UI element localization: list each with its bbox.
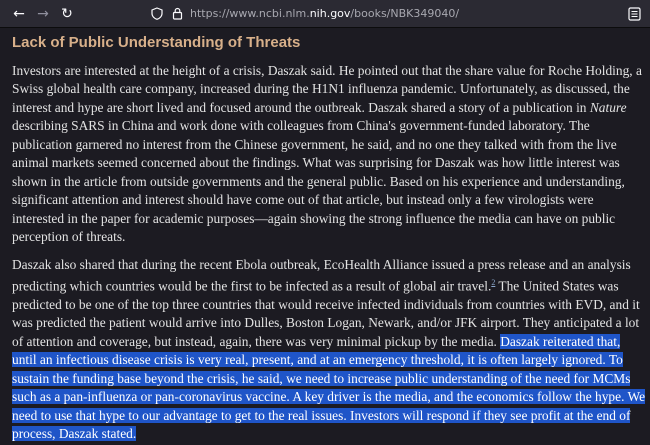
url-path: /books/NBK349040/ bbox=[350, 7, 460, 20]
reload-icon[interactable]: ↻ bbox=[61, 5, 73, 22]
paragraph-2 bbox=[12, 256, 646, 444]
journal-name: Nature bbox=[589, 99, 627, 115]
paragraph-1-text-a: Investors are interested at the height of a crisis, Daszak said. He pointed out that the share value for Roche Holding, a Swiss global health care company, increased during the H1N1 influenza pandemic. Unfortunately, as discussed, the interest and hype are short lived and focused around the outbreak. Daszak shared a story of a publication in bbox=[12, 62, 642, 115]
paragraph-1-text-b: describing SARS in China and work done with colleagues from China's government-funded laboratory. The publication garnered no interest from the Chinese government, he said, and no one they talked with from the live animal markets seemed concerned about the findings. What was surprising for Daszak was how little interest was shown in the article from outside governments and the general public. Based on his experience and understanding, significant attention and interest should have come out of that article, but instead only a few virologists were interested in the paper for academic purposes—again showing the strong influence the media can have on public perception of threats. bbox=[12, 118, 625, 244]
paragraph-1 bbox=[12, 62, 646, 247]
url-text bbox=[190, 7, 459, 20]
paragraph-2-text-b: The United States was predicted to be one of the top three countries that would receive infected individuals from countries with EVD, and it was predicted the patient would arrive into Dulles, Boston Logan, Newark, and/or JFK airport. They anticipated a lot of attention and coverage, but instead, again, there was very minimal pickup by the media. bbox=[12, 278, 640, 349]
section-heading: Lack of Public Understanding of Threats bbox=[12, 34, 301, 51]
shield-icon[interactable] bbox=[150, 7, 164, 21]
browser-toolbar bbox=[0, 0, 650, 28]
reference-link[interactable]: 2 bbox=[491, 278, 496, 287]
article-content bbox=[0, 28, 650, 444]
selected-text[interactable]: Daszak reiterated that, until an infectious disease crisis is very real, present, and at an emergency threshold, it is often largely ignored. To sustain the funding base beyond the crisis, he said, we need to increase public understanding of the need for MCMs such as a pan-influenza or pan-coronavirus vaccine. A key driver is the media, and the economics follow the hype. We need to use that hype to our advantage to get to the real issues. Investors will respond if they see profit at the end of process, Daszak stated. bbox=[12, 333, 646, 442]
address-bar[interactable] bbox=[150, 3, 618, 25]
lock-icon[interactable] bbox=[170, 7, 184, 21]
url-domain: nih.gov bbox=[309, 7, 351, 20]
url-prefix: https://www.ncbi.nlm. bbox=[190, 7, 310, 20]
reader-view-icon[interactable] bbox=[626, 6, 642, 22]
forward-arrow-icon[interactable]: → bbox=[37, 5, 49, 22]
paragraph-2-text-a: Daszak also shared that during the recent Ebola outbreak, EcoHealth Alliance issued a press release and an analysis predicting which countries would be the first to be infected as a result of global air travel. bbox=[12, 256, 631, 294]
back-arrow-icon[interactable]: ← bbox=[13, 5, 25, 22]
